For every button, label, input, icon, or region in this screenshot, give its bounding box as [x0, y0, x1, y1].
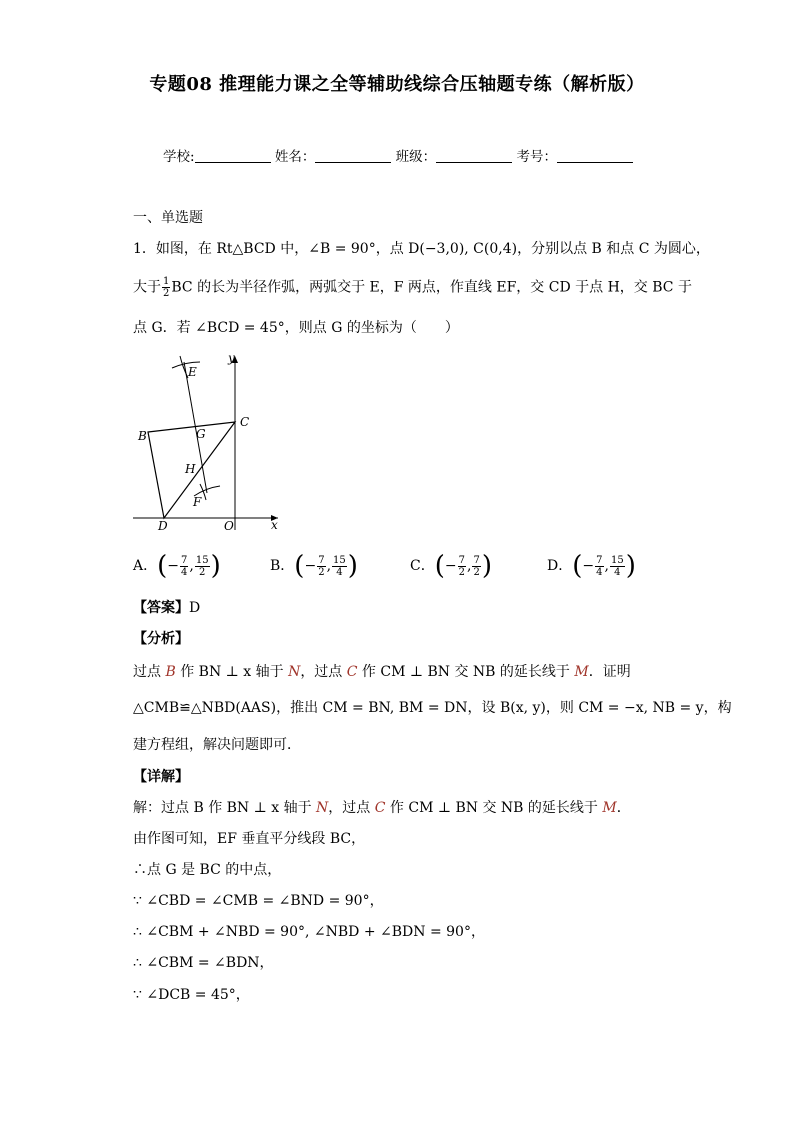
choice-b-y-num: 15 — [333, 554, 346, 566]
analysis-l1e: ，过点 — [300, 664, 347, 680]
name-label: 姓名： — [274, 149, 316, 165]
class-label: 班级： — [395, 149, 437, 165]
detail-line-6: ∴ ∠CBM = ∠BDN， — [133, 955, 274, 971]
exam-number-blank — [557, 148, 633, 163]
choice-d-y-den: 4 — [614, 566, 621, 578]
school-blank — [195, 148, 271, 163]
choice-a-x-num: 7 — [181, 554, 188, 566]
label-x: x — [271, 518, 278, 532]
name-blank — [315, 148, 391, 163]
label-d: D — [158, 519, 168, 533]
label-o: O — [224, 519, 234, 533]
detail-line-7: ∵ ∠DCB = 45°， — [133, 987, 250, 1003]
detail-l1c: ，过点 — [328, 800, 375, 816]
question-line-2-suffix: BC 的长为半径作弧，两弧交于 E，F 两点，作直线 EF，交 CD 于点 H，交 BC 于 — [171, 279, 692, 296]
choice-d-y-num: 15 — [610, 554, 624, 566]
section-heading: 一、单选题 — [133, 210, 203, 226]
choice-c-y-den: 2 — [473, 566, 480, 578]
detail-l1d: C — [374, 800, 386, 816]
analysis-l1c: 作 BN ⊥ x 轴于 — [175, 664, 289, 680]
detail-l1a: 解：过点 B 作 BN ⊥ x 轴于 — [133, 800, 317, 816]
geometry-figure — [128, 348, 288, 533]
question-line-1: 1．如图，在 Rt△BCD 中，∠B = 90°，点 D(−3,0), C(0,4)，分别以点 B 和点 C 为圆心， — [133, 241, 710, 257]
detail-line-2: 由作图可知，EF 垂直平分线段 BC， — [133, 831, 366, 847]
choice-b-x-den: 2 — [318, 566, 325, 578]
question-line-2 — [133, 276, 692, 299]
answer-value: D — [189, 600, 201, 616]
half-fraction-numerator: 1 — [163, 276, 170, 287]
choice-a-x-den: 4 — [181, 566, 188, 578]
choice-a-y-num: 15 — [195, 554, 209, 566]
detail-l1f: M — [602, 800, 617, 816]
detail-label: 【详解】 — [133, 769, 189, 785]
arc-e-lower — [180, 356, 188, 378]
analysis-l1i: ．证明 — [588, 664, 631, 680]
class-blank — [436, 148, 512, 163]
detail-line-1 — [133, 797, 631, 817]
analysis-l1h: M — [574, 664, 589, 680]
choice-a-y-den: 2 — [199, 566, 206, 578]
question-line-3: 点 G．若 ∠BCD = 45°，则点 G 的坐标为（ ） — [133, 320, 459, 336]
choice-d-x-den: 4 — [596, 566, 603, 578]
label-g: G — [196, 427, 206, 441]
label-h: H — [185, 462, 196, 476]
analysis-line-3: 建方程组，解决问题即可． — [133, 737, 301, 753]
choice-c-y-num: 7 — [473, 554, 480, 566]
detail-line-5: ∴ ∠CBM + ∠NBD = 90°, ∠NBD + ∠BDN = 90°， — [133, 924, 485, 940]
detail-line-3: ∴点 G 是 BC 的中点， — [133, 862, 282, 878]
half-fraction — [162, 276, 170, 299]
detail-l1g: ． — [616, 800, 631, 816]
detail-line-4: ∵ ∠CBD = ∠CMB = ∠BND = 90°， — [133, 893, 384, 909]
label-c: C — [240, 415, 250, 429]
analysis-l1f: C — [346, 664, 358, 680]
answer-row — [133, 597, 200, 617]
detail-l1b: N — [316, 800, 329, 816]
choice-b-x-num: 7 — [318, 554, 325, 566]
choice-b-letter: B． — [270, 558, 295, 574]
choice-d[interactable]: D．(− $\frac{7}{4}$ , $\frac{15}{4}$ ) — [547, 551, 636, 581]
label-y: y — [228, 351, 235, 365]
label-b: B — [138, 429, 147, 443]
answer-label: 【答案】 — [133, 600, 189, 616]
exam-number-label: 考号： — [516, 149, 557, 165]
student-info-row — [163, 145, 633, 165]
choice-a[interactable]: A．(− $\frac{7}{4}$ , $\frac{15}{2}$ ) — [133, 551, 221, 581]
detail-l1e: 作 CM ⊥ BN 交 NB 的延长线于 — [385, 800, 603, 816]
label-f: F — [193, 495, 202, 509]
analysis-l1g: 作 CM ⊥ BN 交 NB 的延长线于 — [357, 664, 575, 680]
choice-b[interactable]: B．(− $\frac{7}{2}$ , $\frac{15}{4}$ ) — [270, 551, 358, 581]
choice-d-x-num: 7 — [596, 554, 603, 566]
half-fraction-denominator: 2 — [163, 288, 170, 299]
choice-c-letter: C． — [410, 558, 435, 574]
analysis-line-2: △CMB≌△NBD(AAS)，推出 CM = BN, BM = DN，设 B(x, y)，则 CM = −x, NB = y，构 — [133, 700, 732, 716]
analysis-l1b: B — [165, 664, 176, 680]
page-title: 专题08 推理能力课之全等辅助线综合压轴题专练（解析版） — [149, 74, 645, 95]
choice-c[interactable]: C．(− $\frac{7}{2}$ , $\frac{7}{2}$ ) — [410, 551, 492, 581]
choice-b-y-den: 4 — [336, 566, 343, 578]
choice-d-letter: D． — [547, 558, 573, 574]
analysis-l1d: N — [288, 664, 301, 680]
analysis-line-1 — [133, 661, 631, 681]
label-e: E — [188, 365, 197, 379]
school-label: 学校: — [163, 149, 195, 165]
choice-a-letter: A． — [133, 558, 158, 574]
choice-c-x-num: 7 — [458, 554, 465, 566]
question-line-2-prefix: 大于 — [133, 279, 161, 296]
analysis-l1a: 过点 — [133, 664, 166, 680]
analysis-label: 【分析】 — [133, 631, 189, 647]
choice-c-x-den: 2 — [458, 566, 465, 578]
